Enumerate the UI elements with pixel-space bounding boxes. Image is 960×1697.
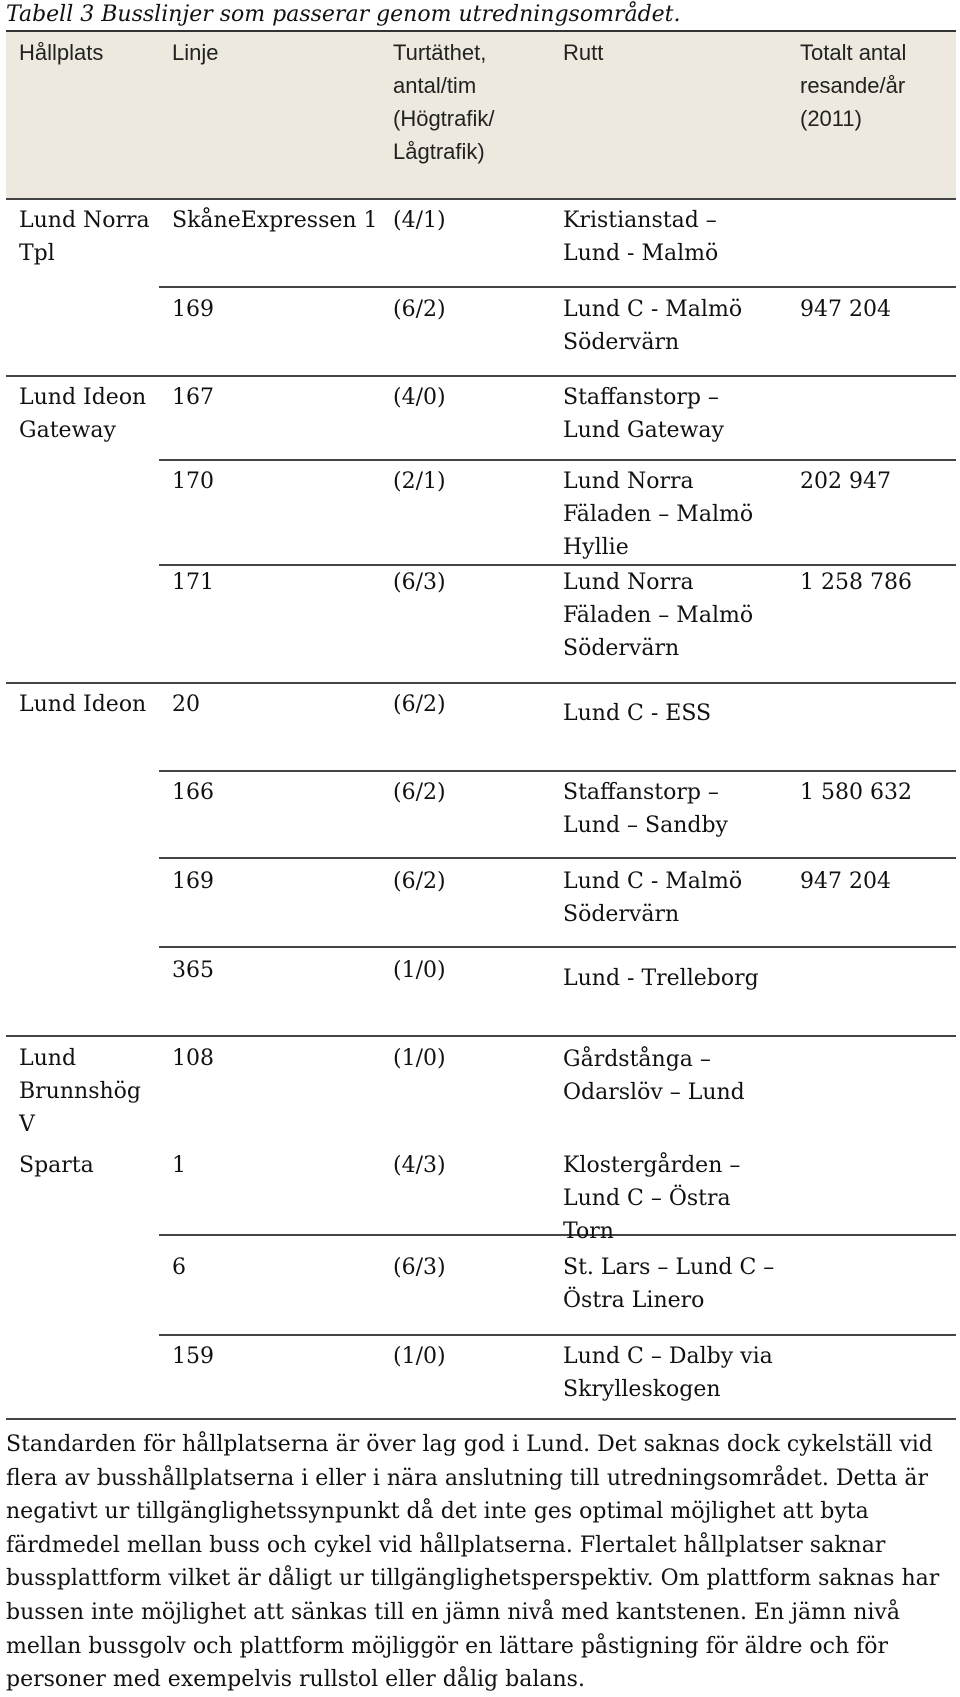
- header-turtathet-line: antal/tim: [393, 73, 477, 98]
- row-rule: [6, 682, 956, 684]
- cell-line: Lund C - ESS: [563, 701, 712, 726]
- cell-linje: 167: [172, 385, 214, 410]
- cell-linje: 169: [172, 869, 214, 894]
- cell-line: Lund - Trelleborg: [563, 966, 759, 991]
- cell-line: Lund Ideon: [19, 385, 147, 410]
- body-paragraph: Standarden för hållplatserna är över lag god i Lund. Det saknas dock cykelställ vid flera av busshållplatserna i eller i nära anslutning till utredningsområdet. Detta är negativt ur tillgänglighetssynpunkt då det inte ges optimal möjlighet att byta färdmedel mellan buss och cykel vid hållplatserna. Flertalet hållplatser saknar bussplattform vilket är dåligt ur tillgänglighetsperspektiv. Om plattform saknas har bussen inte möjlighet att sänkas till en jämn nivå med kantstenen. En jämn nivå mellan bussgolv och plattform möjliggör en lättare påstigning för äldre och för personer med exempelvis rullstol eller dålig balans.: [6, 1432, 940, 1693]
- cell-line: Staffanstorp –: [563, 385, 719, 410]
- cell-linje: SkåneExpressen 1: [172, 208, 378, 233]
- cell-turtathet: (6/2): [393, 780, 446, 805]
- cell-rutt: [563, 465, 753, 564]
- cell-linje: 6: [172, 1255, 186, 1280]
- cell-line: Kristianstad –: [563, 208, 717, 233]
- cell-turtathet: (6/3): [393, 570, 446, 595]
- cell-hallplats: [19, 688, 146, 721]
- row-rule: [6, 1035, 956, 1037]
- cell-turtathet: (4/0): [393, 385, 446, 410]
- cell-line: Lund Ideon: [19, 692, 147, 717]
- cell-line: Skrylleskogen: [563, 1377, 721, 1402]
- cell-line: Fäladen – Malmö: [563, 502, 754, 527]
- row-rule: [159, 286, 956, 288]
- cell-line: Fäladen – Malmö: [563, 603, 754, 628]
- header-linje: Linje: [172, 40, 219, 65]
- row-rule: [159, 770, 956, 772]
- row-rule: [159, 857, 956, 859]
- header-turtathet-line: (Högtrafik/: [393, 106, 495, 131]
- cell-linje: 159: [172, 1344, 214, 1369]
- cell-rutt: [563, 962, 759, 995]
- cell-line: Södervärn: [563, 330, 680, 355]
- cell-rutt: [563, 1043, 745, 1109]
- header-totalt-line: (2011): [800, 106, 862, 131]
- row-rule: [6, 198, 956, 200]
- cell-turtathet: (4/3): [393, 1153, 446, 1178]
- header-turtathet: [393, 36, 494, 168]
- cell-line: Lund: [19, 1046, 77, 1071]
- cell-rutt: [563, 381, 724, 447]
- cell-rutt: [563, 865, 742, 931]
- header-turtathet-line: Lågtrafik): [393, 139, 485, 164]
- cell-turtathet: (6/2): [393, 297, 446, 322]
- cell-rutt: [563, 1149, 740, 1248]
- cell-turtathet: (1/0): [393, 1046, 446, 1071]
- cell-line: Södervärn: [563, 902, 680, 927]
- cell-linje: 169: [172, 297, 214, 322]
- cell-line: St. Lars – Lund C –: [563, 1255, 775, 1280]
- row-rule: [159, 1334, 956, 1336]
- cell-line: Lund Gateway: [563, 418, 724, 443]
- cell-turtathet: (6/3): [393, 1255, 446, 1280]
- header-hallplats: Hållplats: [19, 40, 104, 65]
- row-rule: [159, 946, 956, 948]
- cell-linje: 1: [172, 1153, 186, 1178]
- cell-resande: 947 204: [800, 869, 891, 894]
- cell-line: Lund - Malmö: [563, 241, 719, 266]
- cell-resande: 1 580 632: [800, 780, 912, 805]
- header-turtathet-line: Turtäthet,: [393, 40, 487, 65]
- cell-rutt: [563, 566, 753, 665]
- cell-line: Gateway: [19, 418, 116, 443]
- cell-turtathet: (6/2): [393, 692, 446, 717]
- cell-line: Staffanstorp –: [563, 780, 719, 805]
- cell-linje: 170: [172, 469, 214, 494]
- cell-line: Södervärn: [563, 636, 680, 661]
- cell-line: Torn: [563, 1219, 614, 1244]
- cell-rutt: [563, 1251, 774, 1317]
- row-rule: [6, 375, 956, 377]
- header-totalt-line: Totalt antal: [800, 40, 907, 65]
- cell-line: Odarslöv – Lund: [563, 1080, 745, 1105]
- cell-line: Östra Linero: [563, 1288, 705, 1313]
- cell-turtathet: (4/1): [393, 208, 446, 233]
- header-rutt: Rutt: [563, 40, 604, 65]
- cell-linje: 166: [172, 780, 214, 805]
- cell-resande: 1 258 786: [800, 570, 912, 595]
- cell-turtathet: (1/0): [393, 958, 446, 983]
- cell-linje: 365: [172, 958, 214, 983]
- table-caption: Tabell 3 Busslinjer som passerar genom utredningsområdet.: [6, 2, 681, 27]
- cell-rutt: [563, 1340, 773, 1406]
- cell-line: Lund C – Östra: [563, 1186, 731, 1211]
- cell-line: Brunnshög: [19, 1079, 141, 1104]
- cell-line: Lund Norra: [563, 469, 694, 494]
- header-totalt-line: resande/år: [800, 73, 906, 98]
- cell-line: Lund C – Dalby via: [563, 1344, 773, 1369]
- cell-hallplats: [19, 1042, 141, 1141]
- cell-line: Tpl: [19, 241, 55, 266]
- table-bottom-rule: [6, 1418, 956, 1420]
- cell-hallplats: [19, 204, 150, 270]
- cell-linje: 108: [172, 1046, 214, 1071]
- cell-line: Lund C - Malmö: [563, 869, 743, 894]
- cell-line: Gårdstånga –: [563, 1047, 711, 1072]
- cell-line: Hyllie: [563, 535, 629, 560]
- cell-linje: 171: [172, 570, 214, 595]
- cell-hallplats: [19, 381, 146, 447]
- cell-rutt: [563, 776, 728, 842]
- header-totalt: [800, 36, 906, 135]
- row-rule: [159, 459, 956, 461]
- cell-resande: 947 204: [800, 297, 891, 322]
- cell-turtathet: (6/2): [393, 869, 446, 894]
- cell-line: Lund Norra: [563, 570, 694, 595]
- cell-rutt: [563, 697, 711, 730]
- cell-linje: 20: [172, 692, 200, 717]
- cell-line: Klostergården –: [563, 1153, 741, 1178]
- row-rule: [159, 1234, 956, 1236]
- cell-rutt: [563, 204, 718, 270]
- cell-resande: 202 947: [800, 469, 891, 494]
- cell-rutt: [563, 293, 742, 359]
- cell-hallplats: [19, 1149, 94, 1182]
- cell-line: V: [19, 1112, 35, 1137]
- cell-line: Lund Norra: [19, 208, 150, 233]
- cell-line: Lund – Sandby: [563, 813, 728, 838]
- cell-turtathet: (2/1): [393, 469, 446, 494]
- cell-line: Lund C - Malmö: [563, 297, 743, 322]
- cell-line: Sparta: [19, 1153, 94, 1178]
- cell-turtathet: (1/0): [393, 1344, 446, 1369]
